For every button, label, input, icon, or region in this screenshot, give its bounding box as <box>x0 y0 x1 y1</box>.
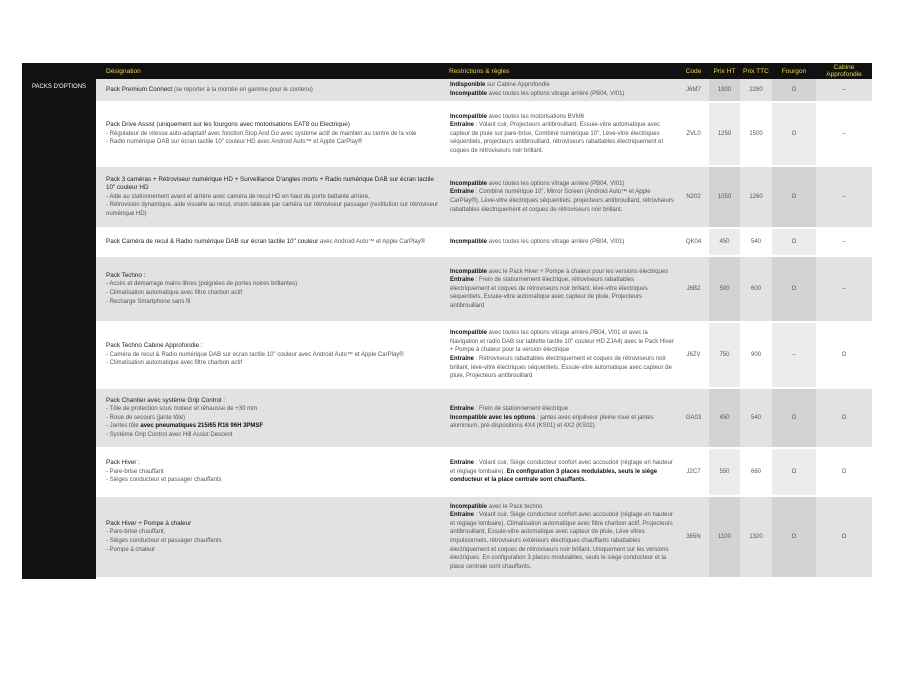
code-cell: J2C7 <box>678 449 709 497</box>
cabine-cell: O <box>816 497 872 579</box>
fourgon-cell: O <box>772 389 816 449</box>
pack-heading <box>106 459 442 468</box>
pack-heading <box>106 520 442 529</box>
pack-title: Pack Techno Cabine Approfondie : <box>106 342 203 350</box>
header-prix-ttc: Prix TTC <box>740 63 772 79</box>
prix-ttc-cell: 660 <box>740 449 772 497</box>
prix-ht-cell: 1050 <box>709 167 740 229</box>
restriction-line <box>450 459 674 485</box>
pack-detail-line: - Climatisation automatique avec filtre charbon actif <box>106 360 243 367</box>
pack-detail-line: - Régulateur de vitesse auto-adaptatif avec fonction Stop And Go avec système actif de maintien au centre de la voie <box>106 130 417 137</box>
pack-detail-line: - Pompe à chaleur <box>106 546 156 553</box>
pack-detail-line: - Roue de secours (jante tôle) <box>106 414 186 421</box>
code-cell: ZVL0 <box>678 103 709 167</box>
prix-ht-cell: 1900 <box>709 79 740 103</box>
restriction-line <box>450 121 674 155</box>
designation-cell <box>96 257 446 323</box>
restriction-text: : Volant cuir, Siège conducteur confort avec accoudoir (réglage en hauteur et réglage lombaire). <box>450 460 673 475</box>
packs-table <box>22 63 872 579</box>
pack-title: Pack Drive Assist (uniquement sur les fourgons avec motorisations EAT8 ou Electrique) <box>106 121 350 129</box>
section-label-cell <box>22 449 96 497</box>
restriction-keyword: Incompatible <box>450 268 488 275</box>
code-cell: J6M7 <box>678 79 709 103</box>
pack-heading <box>106 86 442 95</box>
cabine-cell: – <box>816 103 872 167</box>
designation-cell <box>96 389 446 449</box>
pack-detail-text: - Jantes tôle <box>106 423 141 430</box>
restrictions-cell <box>446 79 678 103</box>
designation-cell <box>96 167 446 229</box>
restriction-keyword: Entraîne <box>450 512 475 519</box>
restrictions-cell <box>446 497 678 579</box>
restriction-line <box>450 405 674 414</box>
code-cell: GA03 <box>678 389 709 449</box>
table-row <box>22 257 872 323</box>
pack-title-note: (se reporter à la montée en gamme pour le contenu) <box>173 86 313 93</box>
restriction-line <box>450 81 674 90</box>
restriction-text: : Rétroviseurs rabattables électriquement et coques de rétroviseurs noir brillant, lève-vitre électriques séquentiels, Essuie-vitre automatique avec capteur de pluie, Projecteurs antibrouillard <box>450 356 672 380</box>
table-row <box>22 323 872 389</box>
cabine-cell: O <box>816 389 872 449</box>
restriction-keyword: Entraîne <box>450 460 475 467</box>
pack-title: Pack Techno : <box>106 271 146 279</box>
restriction-keyword: Incompatible <box>450 330 488 337</box>
restriction-text: avec toutes les options vitrage arrière (PB04, VI01) <box>487 238 625 245</box>
code-cell: J6B2 <box>678 257 709 323</box>
prix-ht-cell: 750 <box>709 323 740 389</box>
pack-detail-line <box>106 422 442 431</box>
restriction-keyword: Incompatible <box>450 91 488 97</box>
section-label-cell <box>22 497 96 579</box>
pack-heading <box>106 121 442 130</box>
cabine-cell: – <box>816 79 872 103</box>
table-row <box>22 449 872 497</box>
pack-title: Pack Hiver : <box>106 459 140 467</box>
prix-ht-cell: 1250 <box>709 103 740 167</box>
pack-title: Pack Caméra de recul & Radio numérique DAB sur écran tactile 10" couleur <box>106 237 319 245</box>
restriction-text: avec toutes les options vitrage arrière (PB04, VI01) <box>487 91 625 97</box>
restrictions-cell <box>446 323 678 389</box>
restriction-keyword: Entraîne <box>450 356 475 362</box>
restrictions-cell <box>446 167 678 229</box>
restriction-line <box>450 329 674 355</box>
prix-ttc-cell: 600 <box>740 257 772 323</box>
restriction-text: sur Cabine Approfondie <box>485 82 550 89</box>
fourgon-cell: – <box>772 323 816 389</box>
restriction-keyword: Indisponible <box>450 82 486 89</box>
restriction-text: : Volant cuir, Siège conducteur confort avec accoudoir (réglage en hauteur et réglage lombaire), Climatisation automatique avec filtre charbon actif, Projecteurs antibrouillard, Essuie-vitre automatique avec capteur de pluie, Lève vitres impulsionnels, rétroviseurs extérieurs électriques chauffants rabattables électriquement et coques de rétroviseurs noir brillant. Uniquement sur les versions électriques. En configuration 3 places modulables, seuls le siège conducteur et la place centrale sont chauffants. <box>450 512 673 570</box>
restriction-line <box>450 113 674 122</box>
designation-cell <box>96 103 446 167</box>
pack-heading <box>106 176 442 193</box>
code-cell: 365N <box>678 497 709 579</box>
pack-title: Pack 3 caméras + Rétroviseur numérique HD + Surveillance D'angles morts + Radio numérique DAB sur écran tactile 10" couleur HD <box>106 175 434 192</box>
restriction-keyword: Incompatible <box>450 113 488 120</box>
prix-ht-cell: 1100 <box>709 497 740 579</box>
restriction-text: : Frein de stationnement électrique <box>474 406 569 413</box>
pack-detail-line: - Caméra de recul & Radio numérique DAB sur écran tactile 10" couleur avec Android Auto™ et Apple CarPlay® <box>106 351 404 358</box>
pack-title-note: avec Android Auto™ et Apple CarPlay® <box>319 238 426 245</box>
pack-detail-line: - Pare-brise chauffant <box>106 468 164 475</box>
pack-detail-line: - Climatisation automatique avec filtre charbon actif <box>106 290 243 296</box>
pack-heading <box>106 342 442 351</box>
restriction-line <box>450 276 674 310</box>
prix-ttc-cell: 2280 <box>740 79 772 103</box>
designation-cell <box>96 449 446 497</box>
cabine-cell: – <box>816 257 872 323</box>
section-label-cell <box>22 103 96 167</box>
prix-ttc-cell: 540 <box>740 389 772 449</box>
header-section-cell <box>22 63 96 79</box>
fourgon-cell: O <box>772 103 816 167</box>
prix-ttc-cell: 1500 <box>740 103 772 167</box>
restriction-text: avec le Pack techno <box>487 503 543 510</box>
restriction-text: : Frein de stationnement électrique, rétroviseurs rabattables électriquement et coques de rétroviseurs noir brillant, lève-vitre électriques séquentiels, Essuie-vitre automatique avec capteur de pluie, Projecteurs antibrouillard <box>450 277 648 309</box>
header-cabine-line1: Cabine <box>833 64 855 71</box>
table-row <box>22 229 872 257</box>
restriction-text: avec le Pack Hiver + Pompe à chaleur pour les versions électriques <box>487 268 669 275</box>
pack-detail-line: - Accès et démarrage mains libres (poignées de portes noires brillantes) <box>106 281 298 288</box>
cabine-cell: O <box>816 449 872 497</box>
fourgon-cell: O <box>772 257 816 323</box>
pack-detail-line: - Pare-brise chauffant, <box>106 529 166 536</box>
restriction-keyword: Incompatible <box>450 238 488 245</box>
packs-table-body <box>22 79 872 579</box>
header-restrictions: Restrictions & règles <box>446 63 678 79</box>
pack-title: Pack Hiver + Pompe à chaleur <box>106 519 192 527</box>
pack-detail-line: - Système Grip Control avec Hill Assist Descent <box>106 431 233 438</box>
section-label-cell <box>22 79 96 103</box>
pack-heading <box>106 397 442 406</box>
restriction-keyword: Incompatible avec les options <box>450 414 536 421</box>
pack-detail-line: - Recharge Smartphone sans fil <box>106 298 191 305</box>
pack-detail-line: - Radio numérique DAB sur écran tactile 10" couleur HD avec Android Auto™ et Apple CarPlay® <box>106 139 363 146</box>
fourgon-cell: O <box>772 497 816 579</box>
cabine-cell: – <box>816 229 872 257</box>
cabine-cell: O <box>816 323 872 389</box>
restriction-text: avec toutes les options vitrage arrière (PB04, VI01) <box>487 180 625 187</box>
restriction-line <box>450 238 674 247</box>
restriction-text: avec toutes les motorisations BVM6 <box>487 113 585 120</box>
code-cell: N202 <box>678 167 709 229</box>
header-row <box>22 63 872 79</box>
cabine-cell: – <box>816 167 872 229</box>
section-label-cell <box>22 323 96 389</box>
pack-heading <box>106 238 442 247</box>
restriction-keyword: Entraîne <box>450 406 475 413</box>
restriction-line <box>450 268 674 277</box>
restriction-emphasis: En configuration 3 places modulables, seuls le siège conducteur et la place centrale sont chauffants. <box>450 468 658 484</box>
restrictions-cell <box>446 389 678 449</box>
table-row <box>22 79 872 103</box>
fourgon-cell: O <box>772 229 816 257</box>
prix-ht-cell: 450 <box>709 229 740 257</box>
restriction-text: : Combiné numérique 10", Mirror Screen (Android Auto™ et Apple CarPlay®), Lève-vitre électriques séquentiels, projecteurs antibrouillard, rétroviseurs rabattables électriquement et coques de rétroviseurs noir brillant. <box>450 189 674 213</box>
restriction-line <box>450 511 674 571</box>
restriction-text: : jantes avec enjoliveur pleine roue et jantes aluminium, pré-dispositions 4X4 (KS01) et 4X2 (KS02) <box>450 414 654 430</box>
prix-ht-cell: 550 <box>709 449 740 497</box>
restriction-line <box>450 503 674 512</box>
designation-cell <box>96 497 446 579</box>
restriction-text: avec toutes les options vitrage arrière,PB04, VI01 et avec la Navigation et radio DAB sur tablette tactile 10" couleur HD ZJA4) avec le Pack Hiver + Pompe à chaleur pour la version électrique <box>450 330 674 354</box>
restriction-keyword: Incompatible <box>450 503 488 510</box>
table-row <box>22 389 872 449</box>
restrictions-cell <box>446 257 678 323</box>
code-cell: QK04 <box>678 229 709 257</box>
pack-detail-line: - Rétrovision dynamique, aide visuelle au recul, vision latérale par caméra sur rétroviseur passager (restitution sur rétroviseur numérique HD) <box>106 202 439 217</box>
pack-detail-line: - Aide au stationnement avant et arrière avec caméra de recul HD en haut de porte battante arrière, <box>106 193 370 200</box>
prix-ttc-cell: 900 <box>740 323 772 389</box>
section-label: PACKS D'OPTIONS <box>32 84 87 90</box>
prix-ht-cell: 450 <box>709 389 740 449</box>
header-fourgon: Fourgon <box>772 63 816 79</box>
designation-cell <box>96 229 446 257</box>
section-label-cell <box>22 167 96 229</box>
section-label-cell <box>22 389 96 449</box>
section-label-cell <box>22 257 96 323</box>
header-cabine-line2: Approfondie <box>826 71 862 78</box>
restriction-text: : Volant cuir, Projecteurs antibrouillard, Essuie-vitre automatique avec capteur de pluie sur pare-brise, Combiné numérique 10", Lève-vitre électriques séquentiels, projecteurs antibrouillard, rétroviseurs rabattables électriquement et coques de rétroviseurs noir brillant. <box>450 122 664 154</box>
restrictions-cell <box>446 229 678 257</box>
restriction-line <box>450 414 674 431</box>
restriction-keyword: Incompatible <box>450 180 488 187</box>
pack-title: Pack Chantier avec système Grip Control : <box>106 396 225 404</box>
table-row <box>22 103 872 167</box>
restriction-line <box>450 188 674 214</box>
prix-ttc-cell: 1320 <box>740 497 772 579</box>
pack-detail-emphasis: avec pneumatiques 215/65 R16 96H 3PMSF <box>140 423 264 430</box>
fourgon-cell: O <box>772 449 816 497</box>
prix-ht-cell: 500 <box>709 257 740 323</box>
fourgon-cell: O <box>772 79 816 103</box>
code-cell: J6ZV <box>678 323 709 389</box>
pack-heading <box>106 272 442 281</box>
pack-detail-line: - Tôle de protection sous moteur et réhausse de +30 mm <box>106 406 258 413</box>
pack-detail-line: - Sièges conducteur et passager chauffants <box>106 477 222 484</box>
table-row <box>22 167 872 229</box>
fourgon-cell: O <box>772 167 816 229</box>
prix-ttc-cell: 540 <box>740 229 772 257</box>
table-row <box>22 497 872 579</box>
pack-title: Pack Premium Connect <box>106 85 173 93</box>
restriction-line <box>450 180 674 189</box>
prix-ttc-cell: 1260 <box>740 167 772 229</box>
restriction-keyword: Entraîne <box>450 189 475 196</box>
designation-cell <box>96 323 446 389</box>
designation-cell <box>96 79 446 103</box>
restriction-keyword: Entraîne <box>450 277 475 284</box>
restrictions-cell <box>446 103 678 167</box>
header-cabine <box>816 63 872 79</box>
restrictions-cell <box>446 449 678 497</box>
header-designation: Désignation <box>96 63 446 79</box>
header-prix-ht: Prix HT <box>709 63 740 79</box>
section-label-cell <box>22 229 96 257</box>
restriction-line <box>450 355 674 381</box>
restriction-line <box>450 90 674 99</box>
pack-detail-line: - Sièges conducteur et passager chauffants <box>106 538 222 544</box>
header-code: Code <box>678 63 709 79</box>
restriction-keyword: Entraîne <box>450 122 475 129</box>
options-price-sheet <box>22 63 872 579</box>
